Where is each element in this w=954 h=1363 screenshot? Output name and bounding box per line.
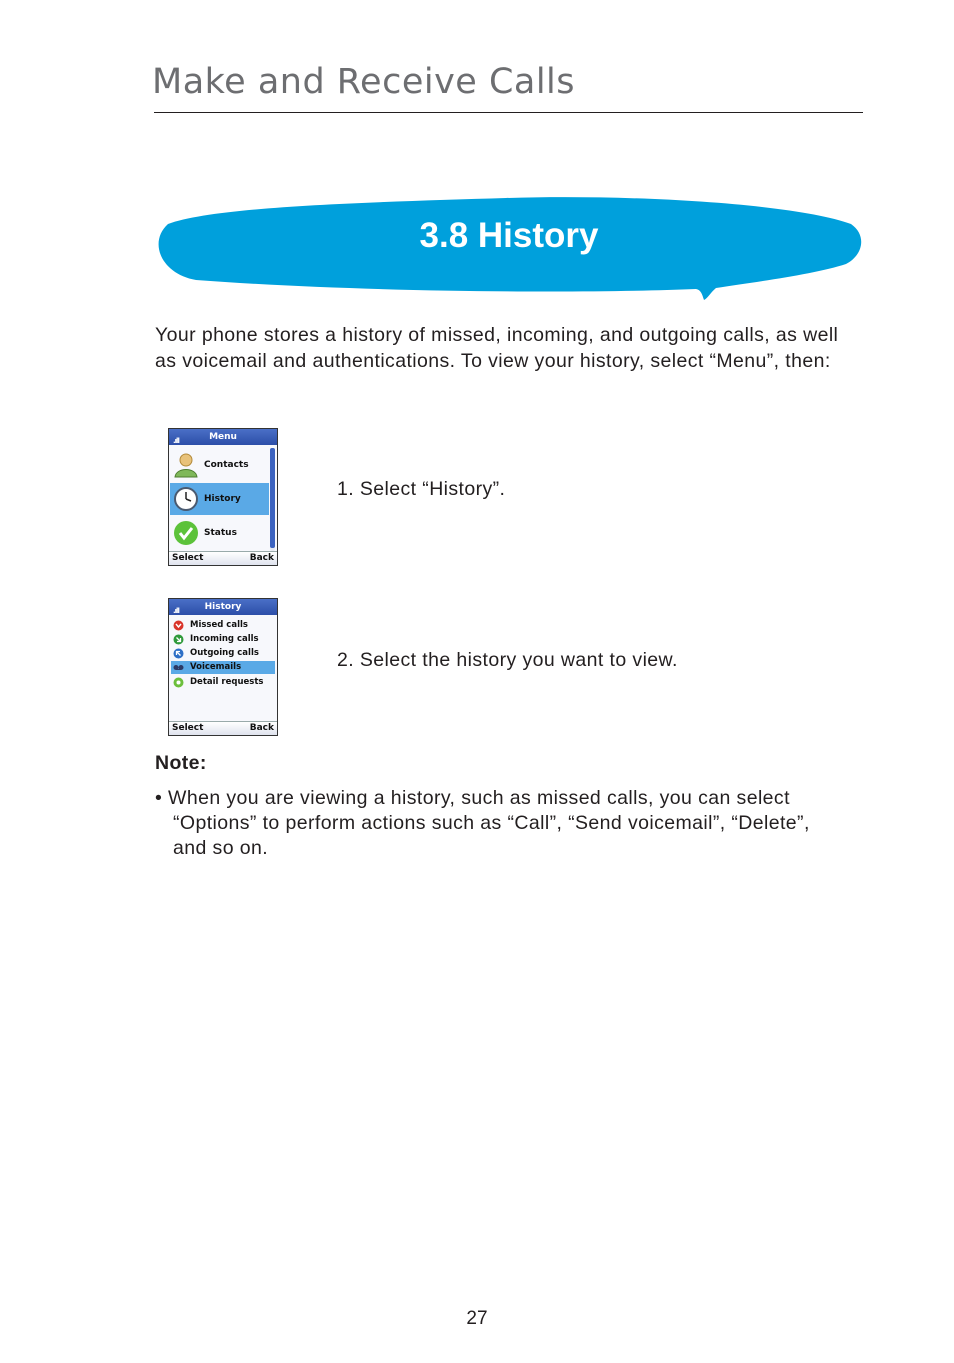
scrollbar[interactable] (270, 448, 275, 551)
history-item-detail-requests[interactable] (171, 676, 275, 689)
history-item-label: Missed calls (190, 620, 248, 630)
section-title: 3.8 History (419, 216, 599, 255)
softkey-back[interactable]: Back (249, 723, 274, 733)
screen-title-bar (169, 599, 277, 615)
history-item-label: Outgoing calls (190, 648, 259, 658)
intro-paragraph: Your phone stores a history of missed, incoming, and outgoing calls, as well as voicemail and authentications. To view your history, select “Menu”, then: (155, 324, 839, 372)
page-number: 27 (466, 1308, 488, 1329)
contact-person-icon (173, 452, 199, 478)
history-item-incoming-calls[interactable] (171, 633, 275, 646)
softkey-bar (169, 551, 277, 565)
phone-screen-history (168, 598, 278, 736)
header-rule (154, 112, 863, 113)
step-1-text: 1. Select “History”. (337, 478, 506, 500)
menu-item-history[interactable] (170, 483, 269, 515)
menu-item-contacts[interactable] (170, 449, 269, 481)
outgoing-call-icon (173, 648, 184, 659)
history-item-label: Voicemails (190, 662, 242, 672)
history-item-label: Detail requests (190, 677, 264, 687)
chapter-title: Make and Receive Calls (152, 62, 576, 102)
softkey-select[interactable]: Select (172, 553, 204, 563)
voicemail-icon (173, 662, 184, 673)
step-2-text: 2. Select the history you want to view. (337, 649, 678, 671)
incoming-call-icon (173, 634, 184, 645)
clock-icon (173, 486, 199, 512)
green-check-icon (173, 520, 199, 546)
signal-icon: .ıll (173, 437, 179, 445)
detail-request-icon (173, 677, 184, 688)
menu-item-label: Contacts (204, 460, 249, 470)
history-item-label: Incoming calls (190, 634, 259, 644)
scrollbar-thumb[interactable] (270, 448, 275, 548)
note-heading: Note: (155, 752, 207, 774)
screen-title-bar (169, 429, 277, 445)
softkey-select[interactable]: Select (172, 723, 204, 733)
history-item-voicemails[interactable] (171, 661, 275, 674)
history-item-outgoing-calls[interactable] (171, 647, 275, 660)
history-item-missed-calls[interactable] (171, 619, 275, 632)
phone-screen-menu (168, 428, 278, 566)
signal-icon: .ıll (173, 607, 179, 615)
screen-title: Menu (209, 432, 237, 442)
screen-title: History (204, 602, 242, 612)
softkey-back[interactable]: Back (249, 553, 274, 563)
menu-item-status[interactable] (170, 517, 269, 549)
menu-item-label: History (204, 494, 241, 504)
missed-call-icon (173, 620, 184, 631)
softkey-bar (169, 721, 277, 735)
menu-item-label: Status (204, 528, 237, 538)
note-bullet: • When you are viewing a history, such as missed calls, you can select “Options” to perform actions such as “Call”, “Send voicemail”, “Delete”, and so on. (155, 787, 810, 859)
